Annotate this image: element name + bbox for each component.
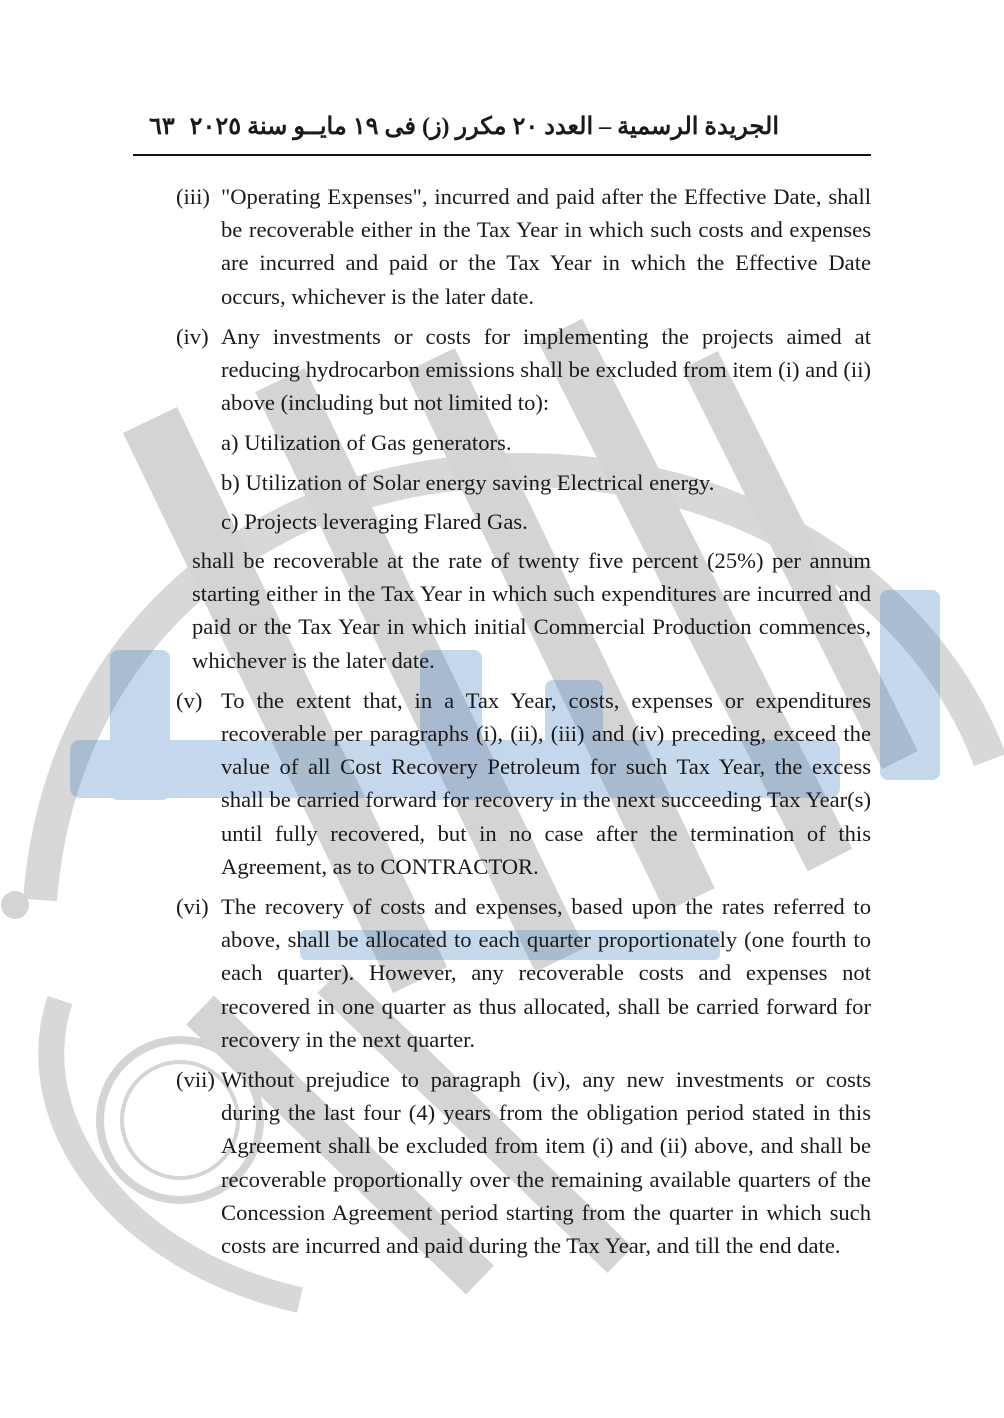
- paragraph-iv-continuation: shall be recoverable at the rate of twenty five percent (25%) per annum starting either in the Tax Year in which such expenditures are incurred and paid or the Tax Year in which initial Commercial Production commences, whichever is the later date.: [192, 548, 871, 673]
- paragraph-text: Without prejudice to paragraph (iv), any new investments or costs during the last four (4) years from the obligation period stated in this Agreement shall be excluded from item (i) and (ii) above, and shall be recoverable proportionally over the remaining available quarters of the Concession Agreement period starting from the quarter in which such costs are incurred and paid during the Tax Year, and till the end date.: [221, 1067, 871, 1259]
- paragraph-iv: [176, 320, 871, 420]
- header-divider: [133, 154, 871, 156]
- paragraph-number: (v): [176, 687, 203, 713]
- page-number: ٦٣: [149, 114, 175, 140]
- paragraph-v: [176, 684, 871, 883]
- paragraph-text: The recovery of costs and expenses, based upon the rates referred to above, shall be allocated to each quarter proportionately (one fourth to each quarter). However, any recoverable costs and expenses not recovered in one quarter as thus allocated, shall be carried forward for recovery in the next quarter.: [221, 894, 871, 1052]
- paragraph-number: (vi): [176, 894, 209, 920]
- paragraph-number: (iv): [176, 323, 209, 349]
- paragraph-vi: [176, 890, 871, 1056]
- page-header: [133, 112, 871, 148]
- paragraph-number: (iii): [176, 184, 210, 209]
- document-body: [176, 180, 871, 1269]
- sub-item-b: b) Utilization of Solar energy saving Electrical energy.: [221, 469, 715, 495]
- paragraph-text: To the extent that, in a Tax Year, costs, expenses or expenditures recoverable per paragraphs (i), (ii), (iii) and (iv) preceding, exceed the value of all Cost Recovery Petroleum for such Tax Year, the excess shall be carried forward for recovery in the next succeeding Tax Year(s) until fully recovered, but in no case after the termination of this Agreement, as to CONTRACTOR.: [221, 687, 871, 879]
- sub-item-a: a) Utilization of Gas generators.: [221, 430, 512, 456]
- paragraph-iii: [176, 180, 871, 313]
- paragraph-vii: [176, 1063, 871, 1262]
- paragraph-number: (vii): [176, 1067, 215, 1093]
- paragraph-text: Any investments or costs for implementing the projects aimed at reducing hydrocarbon emissions shall be excluded from item (i) and (ii) above (including but not limited to):: [221, 323, 872, 416]
- sub-item-c: c) Projects leveraging Flared Gas.: [221, 508, 528, 534]
- paragraph-text: "Operating Expenses", incurred and paid after the Effective Date, shall be recoverable either in the Tax Year in which such costs and expenses are incurred and paid or the Tax Year in which the Effective Date occurs, whichever is the later date.: [221, 184, 871, 309]
- gazette-header-title: الجريدة الرسمية – العدد ٢٠ مكرر (ز) فى ١٩ مايــو سنة ٢٠٢٥: [189, 114, 779, 140]
